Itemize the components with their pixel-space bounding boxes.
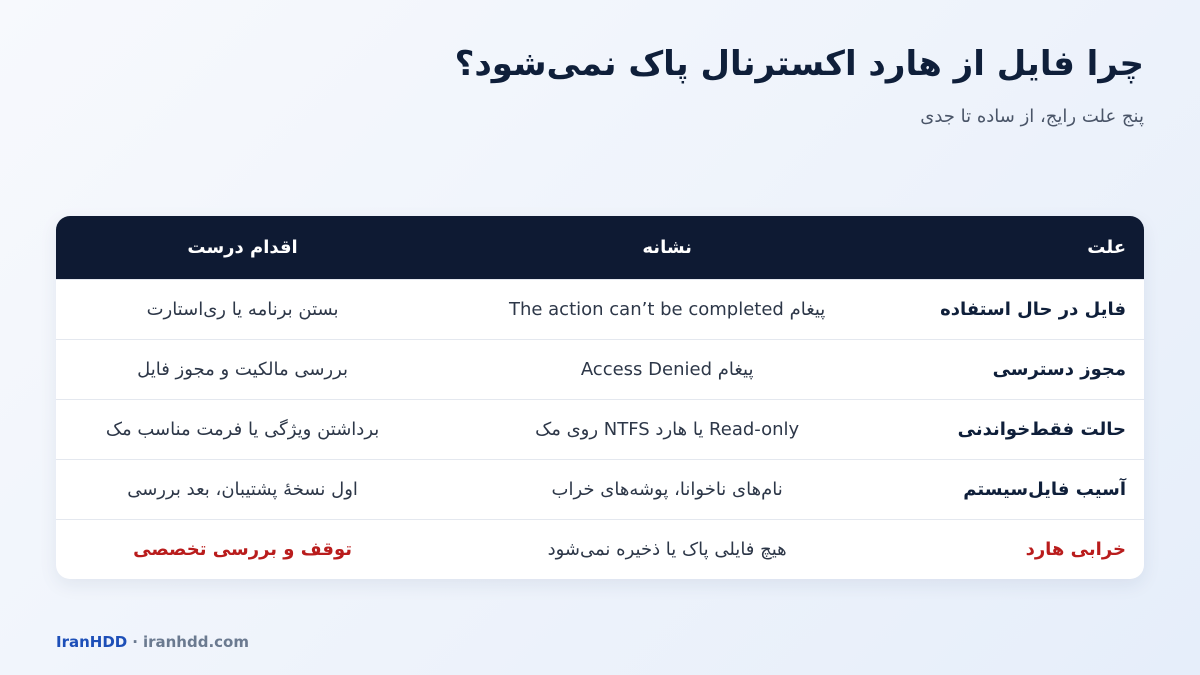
cause-cell: فایل در حال استفاده (940, 298, 1126, 320)
sign-cell: هیچ فایلی پاک یا ذخیره نمی‌شود (547, 538, 787, 560)
footer-credit (56, 633, 249, 651)
sign-cell: نام‌های ناخوانا، پوشه‌های خراب (551, 478, 783, 500)
causes-table (56, 216, 1144, 579)
action-cell: اول نسخهٔ پشتیبان، بعد بررسی (127, 478, 358, 500)
table-row (56, 399, 1144, 459)
cause-cell: مجوز دسترسی (992, 358, 1126, 380)
cause-cell: آسیب فایل‌سیستم (963, 478, 1126, 500)
sign-cell: Read-only یا هارد NTFS روی مک (535, 418, 800, 440)
action-cell: توقف و بررسی تخصصی (133, 538, 353, 560)
table-row (56, 459, 1144, 519)
table-row (56, 339, 1144, 399)
brand-name: IranHDD (56, 633, 128, 651)
column-header-action: اقدام درست (187, 236, 298, 258)
action-cell: بستن برنامه یا ری‌استارت (146, 298, 339, 320)
table-row (56, 279, 1144, 339)
table-header-row (56, 216, 1144, 279)
page-subtitle: پنج علت رایج، از ساده تا جدی (920, 106, 1144, 127)
footer-separator: · (132, 633, 138, 651)
sign-cell: پیغام The action can’t be completed (508, 298, 826, 320)
sign-cell: پیغام Access Denied (580, 358, 754, 380)
action-cell: برداشتن ویژگی یا فرمت مناسب مک (105, 418, 380, 440)
column-header-sign: نشانه (642, 236, 692, 258)
action-cell: بررسی مالکیت و مجوز فایل (137, 358, 349, 380)
column-header-cause: علت (1087, 236, 1126, 258)
cause-cell: خرابی هارد (1025, 538, 1126, 560)
cause-cell: حالت فقط‌خواندنی (957, 418, 1126, 440)
table-row-critical (56, 519, 1144, 579)
page-title: چرا فایل از هارد اکسترنال پاک نمی‌شود؟ (454, 44, 1144, 84)
site-domain: iranhdd.com (142, 633, 249, 651)
